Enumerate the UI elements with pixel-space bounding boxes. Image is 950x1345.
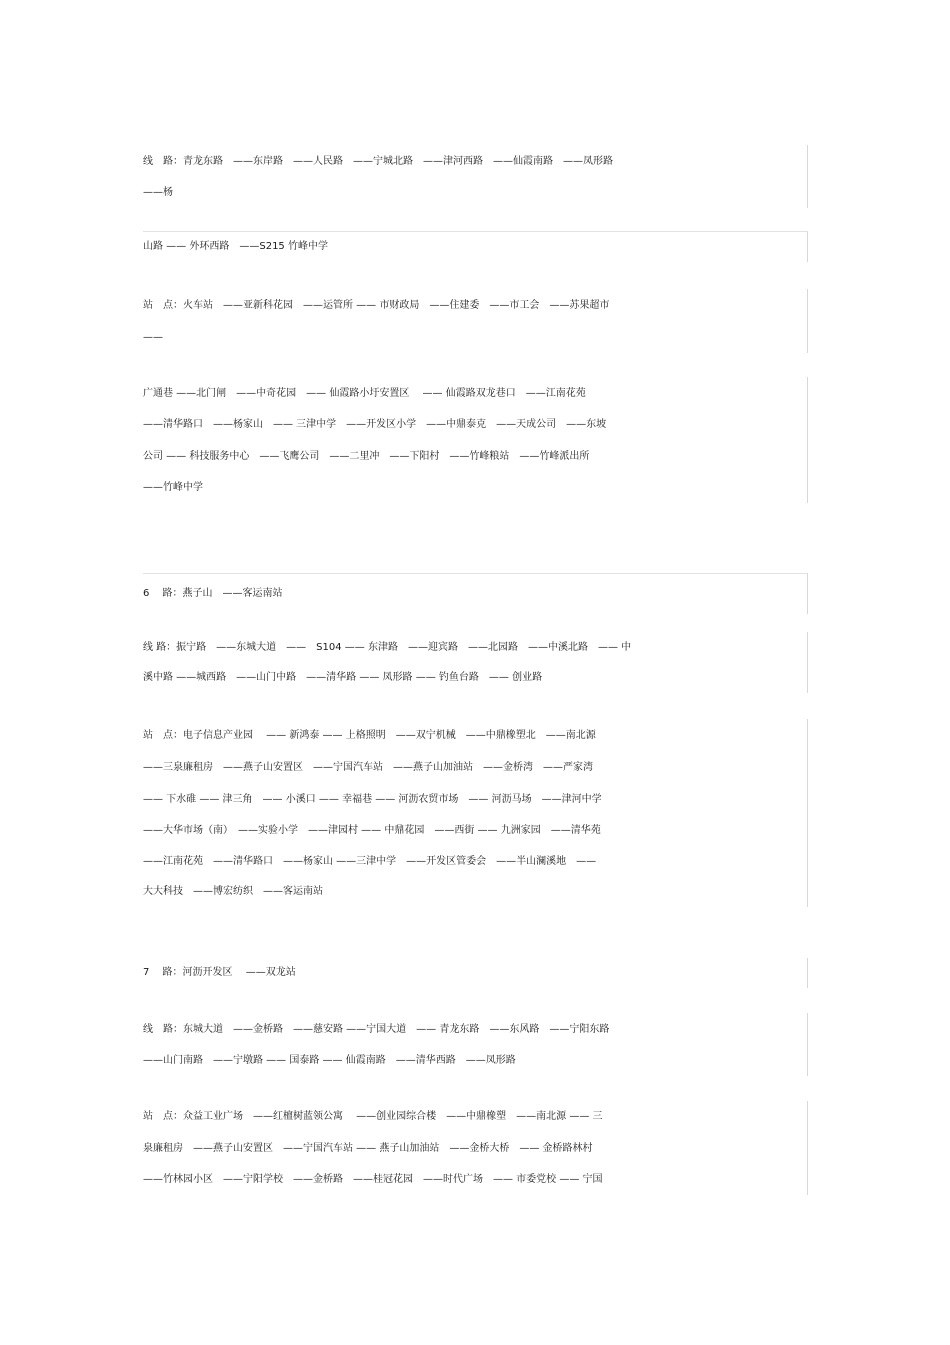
text-line: 线 路：东城大道 ——金桥路 ——慈安路 ——宁国大道 —— 青龙东路 ——东风路 ——宁阳东路 <box>143 1024 610 1035</box>
text-line: ——大华市场（南） ——实验小学 ——津园村 —— 中鼎花园 ——西街 —— 九洲家园 ——清华苑 <box>143 825 601 836</box>
text-line: ——清华路口 ——杨家山 —— 三津中学 ——开发区小学 ——中鼎泰克 ——天成公司 ——东坡 <box>143 419 607 430</box>
text-line: 泉廉租房 ——燕子山安置区 ——宁国汽车站 —— 燕子山加油站 ——金桥大桥 —— 金桥路林村 <box>143 1143 593 1154</box>
text-line: ——竹林园小区 ——宁阳学校 ——金桥路 ——桂冠花园 ——时代广场 —— 市委党校 —— 宁国 <box>143 1174 603 1185</box>
text-line: 大大科技 ——博宏纺织 ——客运南站 <box>143 886 323 897</box>
route-6-stops-block <box>143 719 808 907</box>
route-7-header <box>143 958 808 988</box>
route-5-stops-block <box>143 289 808 353</box>
route-6-header <box>143 573 808 614</box>
route-7-stops-block <box>143 1101 808 1195</box>
text-line: 7 路：河沥开发区 ——双龙站 <box>143 967 296 978</box>
text-line: 公司 —— 科技服务中心 ——飞鹰公司 ——二里冲 ——下阳村 ——竹峰粮站 ——竹峰派出所 <box>143 451 590 462</box>
route-7-line-block <box>143 1013 808 1076</box>
text-line: 站 点：众益工业广场 ——红檀树蓝领公寓 ——创业园综合楼 ——中鼎橡塑 ——南北源 —— 三 <box>143 1111 603 1122</box>
text-line: 广通巷 ——北门闸 ——中奇花园 —— 仙霞路小圩安置区 —— 仙霞路双龙巷口 ——江南花苑 <box>143 388 586 399</box>
text-line: 6 路：燕子山 ——客运南站 <box>143 588 283 599</box>
text-line: ——山门南路 ——宁墩路 —— 国泰路 —— 仙霞南路 ——清华西路 ——凤形路 <box>143 1055 516 1066</box>
route-5-line-block <box>143 145 808 208</box>
route-5-stops-continued <box>143 377 808 503</box>
text-line: —— <box>143 332 163 343</box>
text-line: 溪中路 ——城西路 ——山门中路 ——清华路 —— 凤形路 —— 钓鱼台路 —— 创业路 <box>143 672 543 683</box>
text-line: —— 下水碓 —— 津三角 —— 小溪口 —— 幸福巷 —— 河沥农贸市场 —— 河沥马场 ——津河中学 <box>143 794 602 805</box>
text-line: ——杨 <box>143 187 173 198</box>
text-line: 线 路：振宁路 ——东城大道 —— S104 —— 东津路 ——迎宾路 ——北园路 ——中溪北路 —— 中 <box>143 642 632 653</box>
text-line: 站 点：电子信息产业园 —— 新鸿泰 —— 上格照明 ——双宁机械 ——中鼎橡塑北 ——南北源 <box>143 730 596 741</box>
text-line: 线 路：青龙东路 ——东岸路 ——人民路 ——宁城北路 ——津河西路 ——仙霞南路 ——凤形路 <box>143 156 613 167</box>
text-line: 山路 —— 外环西路 ——S215 竹峰中学 <box>143 241 328 252</box>
route-6-line-block <box>143 632 808 693</box>
text-line: 站 点：火车站 ——亚新科花园 ——运管所 —— 市财政局 ——住建委 ——市工会 ——苏果超市 <box>143 300 610 311</box>
route-5-line-continued <box>143 231 808 262</box>
text-line: ——三泉廉租房 ——燕子山安置区 ——宁国汽车站 ——燕子山加油站 ——金桥湾 ——严家湾 <box>143 762 593 773</box>
text-line: ——竹峰中学 <box>143 482 203 493</box>
text-line: ——江南花苑 ——清华路口 ——杨家山 ——三津中学 ——开发区管委会 ——半山澜溪地 —— <box>143 856 597 867</box>
